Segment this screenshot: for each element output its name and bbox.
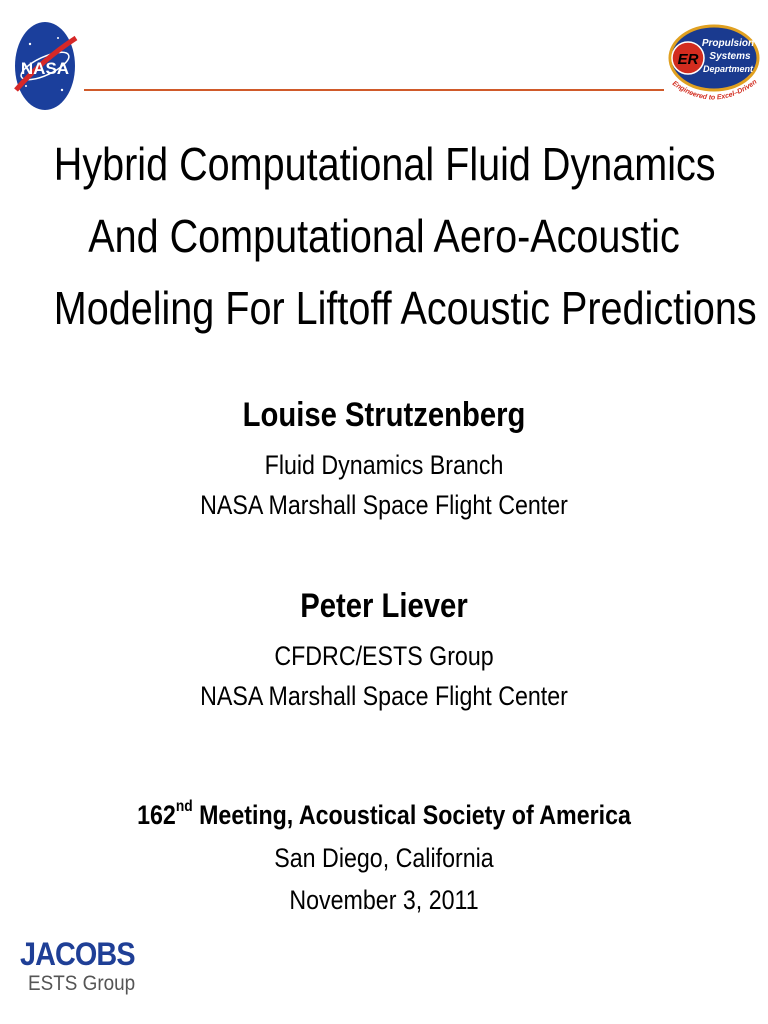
presentation-title (0, 128, 768, 344)
author-1-affiliation-2: NASA Marshall Space Flight Center (200, 490, 568, 520)
propulsion-systems-department-icon (666, 20, 762, 114)
meeting-number: 162 (137, 800, 176, 830)
psd-logo (666, 20, 762, 114)
jacobs-logo-subtitle: ESTS Group (28, 972, 136, 995)
nasa-logo-text: NASA (20, 59, 70, 78)
nasa-logo (12, 20, 78, 112)
author-2-affiliation-2: NASA Marshall Space Flight Center (200, 681, 568, 711)
meeting-title (54, 800, 714, 831)
author-2-name: Peter Liever (300, 587, 468, 625)
title-line-2: And Computational Aero-Acoustic (88, 210, 680, 262)
jacobs-logo-word: JACOBS (20, 936, 135, 972)
meeting-title-rest: Meeting, Acoustical Society of America (192, 800, 631, 830)
header-rule (84, 89, 664, 91)
psd-logo-text-1: Propulsion (701, 38, 755, 49)
author-1-affiliation-1: Fluid Dynamics Branch (264, 450, 504, 480)
title-line-1: Hybrid Computational Fluid Dynamics (53, 138, 716, 190)
meeting-date: November 3, 2011 (289, 885, 479, 915)
title-line-3: Modeling For Liftoff Acoustic Predictions (53, 282, 757, 334)
meeting-ordinal: nd (175, 798, 193, 815)
psd-logo-text-3: Department (702, 64, 754, 74)
psd-logo-letters: ER (677, 51, 699, 68)
psd-logo-text-2: Systems (709, 51, 751, 62)
author-1-name: Louise Strutzenberg (242, 396, 526, 434)
meeting-location: San Diego, California (274, 843, 494, 873)
author-2-affiliation-1: CFDRC/ESTS Group (274, 641, 494, 671)
psd-logo-motto: Engineered to Excel–Driven (670, 78, 759, 102)
nasa-meatball-icon (12, 20, 78, 112)
